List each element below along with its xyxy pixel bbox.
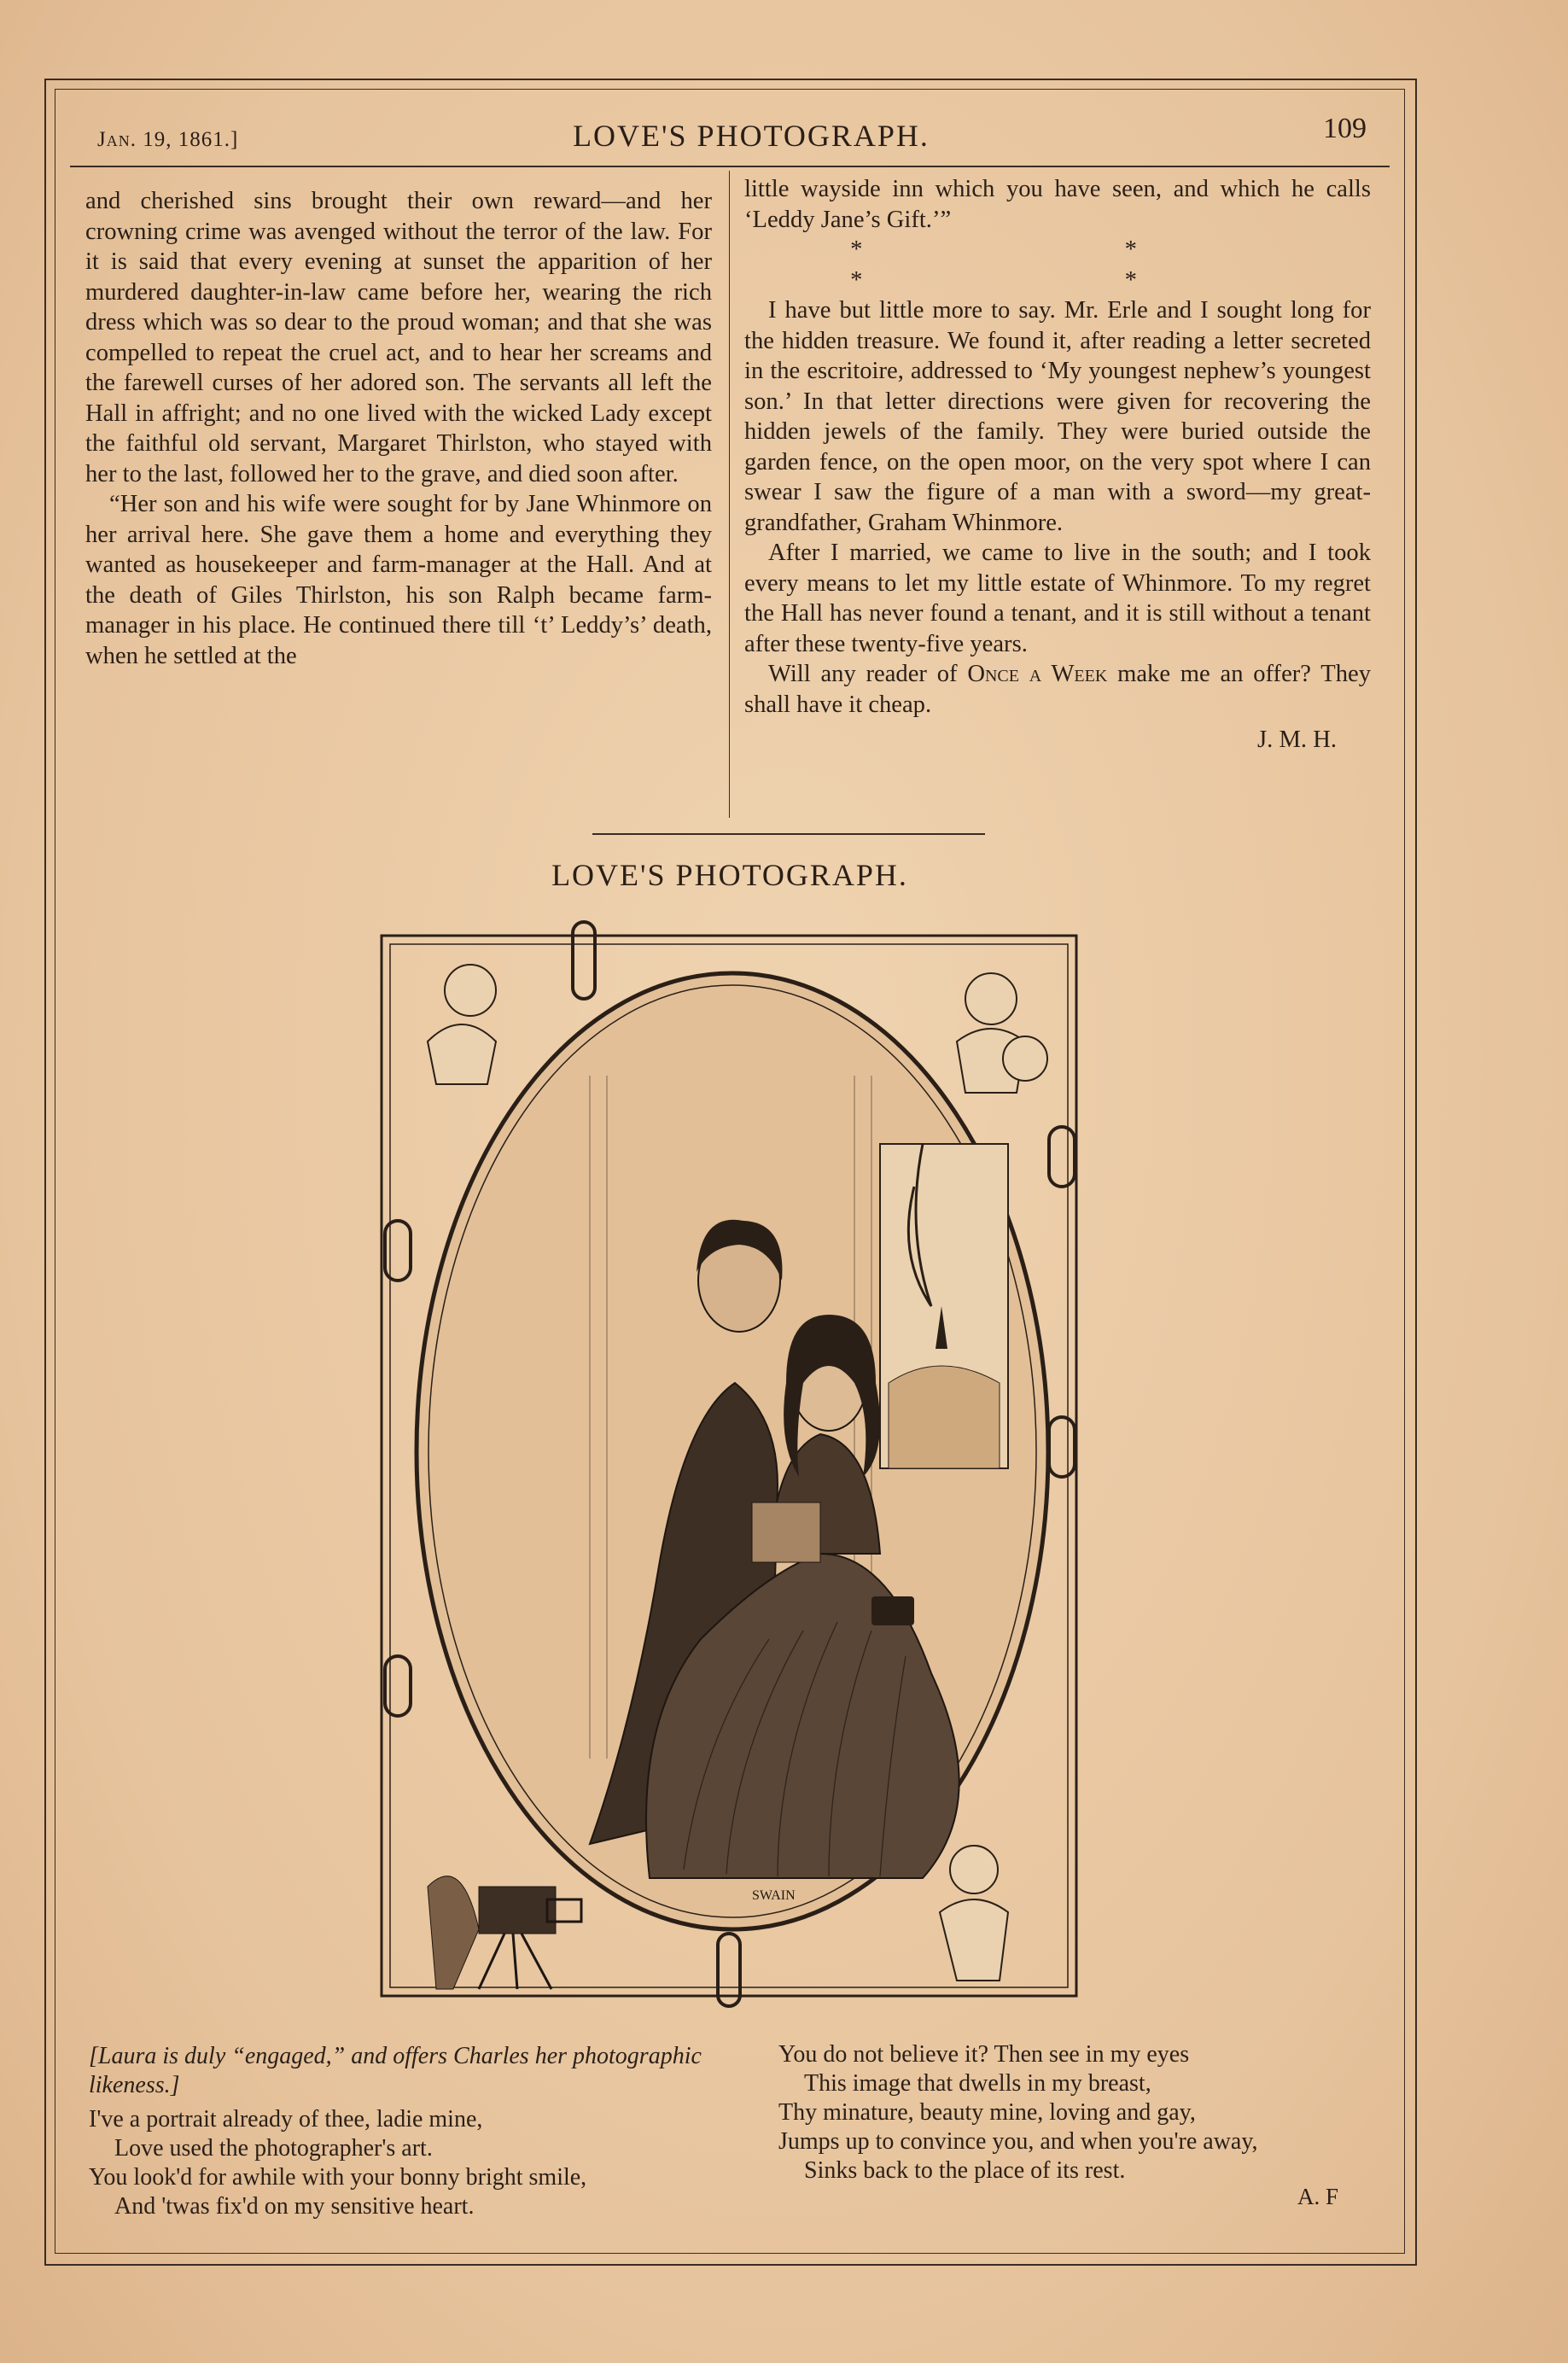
poem-line: I've a portrait already of thee, ladie mine, xyxy=(89,2106,483,2133)
text-run: Will any reader of xyxy=(768,661,958,687)
poem-left xyxy=(89,2042,737,2221)
text-run: make me an offer? They shall have it cheap. xyxy=(744,661,1371,718)
section-title: LOVE'S PHOTOGRAPH. xyxy=(551,858,908,892)
paragraph: little wayside inn which you have seen, and which he calls ‘Leddy Jane’s Gift.’” xyxy=(744,176,1371,233)
right-column xyxy=(744,174,1371,756)
poem-author: A. F xyxy=(1297,2184,1339,2209)
poem-line: Jumps up to convince you, and when you're away, xyxy=(778,2128,1258,2155)
poem-line: Love used the photographer's art. xyxy=(114,2135,433,2162)
paragraph xyxy=(744,659,1371,720)
paragraph: I have but little more to say. Mr. Erle and I sought long for the hidden treasure. We found it, after reading a letter secreted in the escritoire, addressed to ‘My youngest nephew’s youngest son.’ In that letter directions were given for recovering the hidden jewels of the family. They were buried outside the garden fence, on the open moor, on the very spot where I can swear I saw the figure of a man with a sword—my great-grandfather, Graham Whinmore. xyxy=(744,297,1371,536)
column-divider xyxy=(729,171,730,818)
running-header xyxy=(60,101,1374,152)
paragraph: “Her son and his wife were sought for by Jane Whinmore on her arrival here. She gave them a home and everything they wanted as housekeeper and farm-manager at the Hall. And at the death of Giles Thirlston, his son Ralph became farm-manager in his place. He continued there till ‘t’ Leddy’s’ death, when he settled at the xyxy=(85,491,712,669)
section-break-stars: * * * * xyxy=(850,236,1265,294)
poem-line: You look'd for awhile with your bonny bright smile, xyxy=(89,2164,587,2191)
engraver-signature: SWAIN xyxy=(752,1888,796,1903)
author-signature: J. M. H. xyxy=(1257,726,1337,753)
magazine-name: Once a Week xyxy=(967,661,1108,687)
poem-line: You do not believe it? Then see in my eyes xyxy=(778,2041,1190,2068)
section-rule xyxy=(592,833,985,835)
poem-line: Thy minature, beauty mine, loving and gay, xyxy=(778,2099,1196,2126)
poem-line: Sinks back to the place of its rest. xyxy=(804,2157,1126,2184)
poem-caption: [Laura is duly “engaged,” and offers Charles her photographic likeness.] xyxy=(89,2043,702,2098)
issue-date: Jan. 19, 1861.] xyxy=(97,128,239,151)
poem-right xyxy=(778,2040,1393,2185)
running-title: LOVE'S PHOTOGRAPH. xyxy=(573,119,930,153)
poem-line: This image that dwells in my breast, xyxy=(804,2070,1151,2097)
left-column xyxy=(85,186,712,671)
paragraph: After I married, we came to live in the south; and I took every means to let my little estate of Whinmore. To my regret the Hall has never found a tenant, and it is still without a tenant after these twenty-five years. xyxy=(744,540,1371,657)
header-rule xyxy=(70,166,1390,167)
poem-line: And 'twas fix'd on my sensitive heart. xyxy=(114,2193,475,2220)
paragraph: and cherished sins brought their own reward—and her crowning crime was avenged without the terror of the law. For it is said that every evening at sunset the apparition of her murdered daughter-in-law came before her, wearing the rich dress which was so dear to the proud woman; and that she was compelled to repeat the cruel act, and to hear her screams and the farewell curses of her adored son. The servants all left the Hall in affright; and no one lived with the wicked Lady except the faithful old servant, Margaret Thirlston, who stayed with her to the last, followed her to the grave, and died soon after. xyxy=(85,188,712,487)
page-number: 109 xyxy=(1323,113,1367,144)
engraving-illustration xyxy=(376,905,1081,2015)
